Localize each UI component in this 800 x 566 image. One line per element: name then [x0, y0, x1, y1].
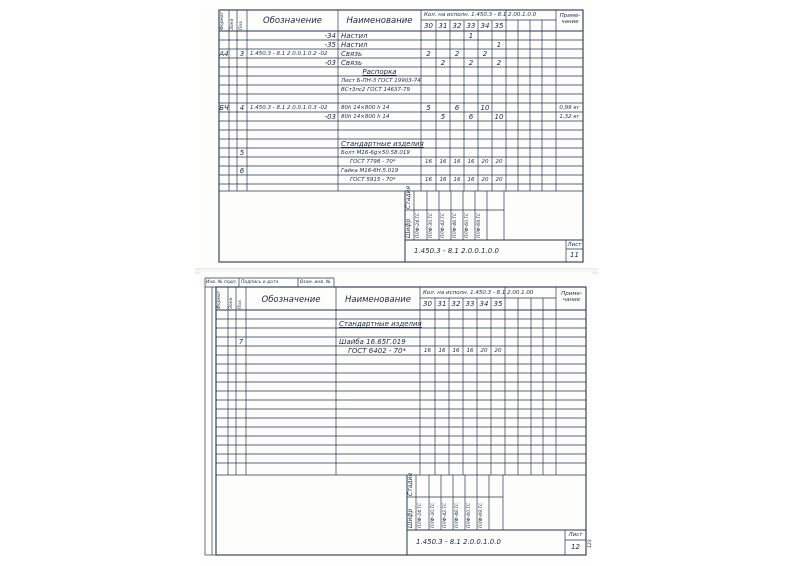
bottom-col-35: 35: [493, 300, 503, 308]
top-row-format: БЧ: [219, 104, 229, 112]
bottom-stamp-variant: ПЛФ-60.ТС: [467, 502, 472, 528]
bottom-stamp-variant: ПЛФ-24.ТС: [418, 502, 423, 528]
top-row-qty: 6: [468, 113, 474, 121]
top-row-qty: 20: [481, 177, 489, 183]
top-row-qty: 20: [495, 159, 503, 165]
bottom-doc-number: 1.450.3 - 8.1 2.0.0.1.0.0: [416, 538, 501, 546]
bottom-sheet-label: Лист: [568, 532, 583, 538]
top-row-note: 1,32 кг: [559, 114, 580, 120]
top-stamp-stage: Стадия: [405, 185, 412, 209]
top-col-35: 35: [494, 22, 504, 30]
top-col-30: 30: [424, 22, 433, 30]
top-stamp-variant: ПЛФ-69.ТС: [477, 212, 482, 238]
top-col-34: 34: [480, 22, 490, 30]
top-stamp-variant: ПЛФ-60.ТС: [465, 212, 470, 238]
top-col-33: 33: [466, 22, 476, 30]
top-row-designation: -03: [324, 59, 336, 67]
page-mark: 123: [588, 539, 593, 548]
bottom-zone-header: Зона: [229, 297, 234, 309]
top-row-name: ГОСТ 7798 - 70*: [350, 159, 396, 165]
top-name-header: Наименование: [346, 16, 413, 26]
top-row-pos: 6: [239, 167, 245, 175]
top-row-qty: 16: [439, 177, 447, 183]
bottom-stamp-variant: ПЛФ-42.ТС: [443, 502, 448, 528]
top-row-pos: 3: [239, 50, 245, 58]
top-qty-header: Кол. на исполн. 1.450.3 - 8.1 2.00.1.0.0: [424, 12, 537, 18]
top-row-name: Настил: [341, 41, 368, 49]
top-row-qty: 2: [496, 59, 502, 67]
bottom-section-standard: Стандартные изделия: [339, 320, 422, 328]
top-stamp-cipher: Шифр: [405, 218, 412, 238]
bottom-stamp-cipher: Шифр: [407, 508, 414, 528]
top-row-qty: 16: [467, 177, 475, 183]
top-row-name: Связь: [341, 50, 363, 58]
top-row-qty: 10: [480, 104, 490, 112]
top-row-qty: 2: [454, 50, 460, 58]
bottom-col-33: 33: [465, 300, 475, 308]
top-row-name: Связь: [341, 59, 363, 67]
top-row-designation: -35: [324, 41, 336, 49]
bottom-stamp-variant: ПЛФ-69.ТС: [479, 502, 484, 528]
bottom-row-qty: 20: [494, 348, 502, 354]
top-row-qty: 10: [494, 113, 504, 121]
top-row-name: Настил: [341, 32, 368, 40]
bottom-row-pos: 7: [238, 338, 244, 346]
top-row-qty: 16: [467, 159, 475, 165]
top-col-32: 32: [452, 22, 462, 30]
top-row-name: 80h 14×800 h 14: [341, 114, 390, 120]
top-sheet-label: Лист: [567, 242, 582, 248]
top-row-qty: 16: [453, 177, 461, 183]
top-row-qty: 5: [440, 113, 446, 121]
bottom-sheet-number: 12: [571, 543, 580, 551]
top-section-spacer: Распорка: [362, 68, 397, 76]
top-row-name: 80h 14×800 h 14: [341, 105, 390, 111]
bottom-col-34: 34: [479, 300, 489, 308]
top-row-qty: 2: [426, 50, 431, 58]
bottom-stamp-stage: Стадия: [407, 472, 414, 496]
bottom-row-qty: 16: [438, 348, 446, 354]
top-pos-header: Поз.: [239, 20, 244, 30]
signature-date-label: Подпись и дата: [241, 280, 279, 285]
bottom-pos-header: Поз.: [238, 299, 243, 309]
bottom-row-name: ГОСТ 6402 - 70*: [348, 347, 406, 355]
bottom-qty-header: Кол. на исполн. 1.450.3 - 8.1 2.00.1.00: [423, 290, 534, 296]
top-row-designation: -34: [324, 32, 336, 40]
top-row-qty: 16: [425, 177, 432, 183]
top-row-qty: 2: [468, 59, 474, 67]
top-col-31: 31: [438, 22, 448, 30]
bottom-format-header: Формат: [217, 290, 222, 309]
top-row-qty: 2: [482, 50, 488, 58]
bottom-note-header: Приме-чание: [561, 291, 582, 303]
top-section-standard: Стандартные изделия: [341, 140, 424, 148]
top-row-qty: 6: [454, 104, 460, 112]
bottom-name-header: Наименование: [344, 295, 412, 305]
top-row-qty: 16: [439, 159, 447, 165]
top-format-header: Формат: [220, 11, 225, 30]
top-row-format: A4: [219, 50, 229, 58]
bottom-stamp-variant: ПЛФ-48.ТС: [455, 502, 460, 528]
top-row-qty: 16: [425, 159, 432, 165]
bottom-col-32: 32: [451, 300, 461, 308]
top-material-steel: ВСт3пс2 ГОСТ 14637-79: [341, 87, 411, 93]
top-row-name: Болт М16-6g×50.58.019: [341, 150, 410, 156]
bottom-col-31: 31: [437, 300, 447, 308]
top-zone-header: Зона: [230, 18, 235, 30]
top-row-designation: 1.450.3 - 8.1 2.0.0.1.0.2 -02: [250, 51, 328, 57]
top-row-qty: 20: [481, 159, 489, 165]
bottom-row-qty: 16: [424, 348, 431, 354]
top-row-note: 0,99 кг: [559, 105, 580, 111]
top-stamp-variant: ПЛФ-24.ТС: [416, 212, 421, 238]
top-row-qty: 16: [453, 159, 461, 165]
bottom-designation-header: Обозначение: [261, 295, 321, 305]
bottom-row-name: Шайба 16.65Г.019: [339, 338, 406, 346]
top-row-designation: 1.450.3 - 8.1 2.0.0.1.0.3 -02: [250, 105, 328, 111]
top-row-name: ГОСТ 5915 - 70*: [350, 177, 396, 183]
top-doc-number: 1.450.3 - 8.1 2.0.0.1.0.0: [414, 247, 499, 255]
bottom-row-qty: 16: [452, 348, 460, 354]
top-row-pos: 5: [239, 149, 245, 157]
replaced-inv-label: Взам. инв. №: [300, 280, 331, 285]
bottom-row-qty: 16: [466, 348, 474, 354]
bottom-row-qty: 20: [480, 348, 488, 354]
top-row-qty: 1: [468, 32, 474, 40]
top-stamp-variant: ПЛФ-30.ТС: [429, 212, 434, 238]
top-sheet-number: 11: [570, 251, 579, 259]
top-stamp-variant: ПЛФ-42.ТС: [441, 212, 446, 238]
top-designation-header: Обозначение: [263, 16, 322, 26]
top-row-name: Гайка М16-6Н.5.019: [341, 168, 399, 174]
top-material-sheet: Лист Б-ПН-3 ГОСТ 19903-74: [341, 78, 421, 84]
top-note-header: Приме-чание: [559, 13, 581, 25]
bottom-col-30: 30: [423, 300, 432, 308]
top-row-qty: 2: [440, 59, 446, 67]
inv-no-label: Инв. № подл.: [206, 280, 238, 285]
top-row-qty: 1: [496, 41, 502, 49]
bottom-stamp-variant: ПЛФ-30.ТС: [431, 502, 436, 528]
top-stamp-variant: ПЛФ-48.ТС: [453, 212, 458, 238]
top-row-qty: 5: [426, 104, 431, 112]
top-row-qty: 20: [495, 177, 503, 183]
top-row-designation: -03: [324, 113, 336, 121]
top-row-pos: 4: [239, 104, 245, 112]
